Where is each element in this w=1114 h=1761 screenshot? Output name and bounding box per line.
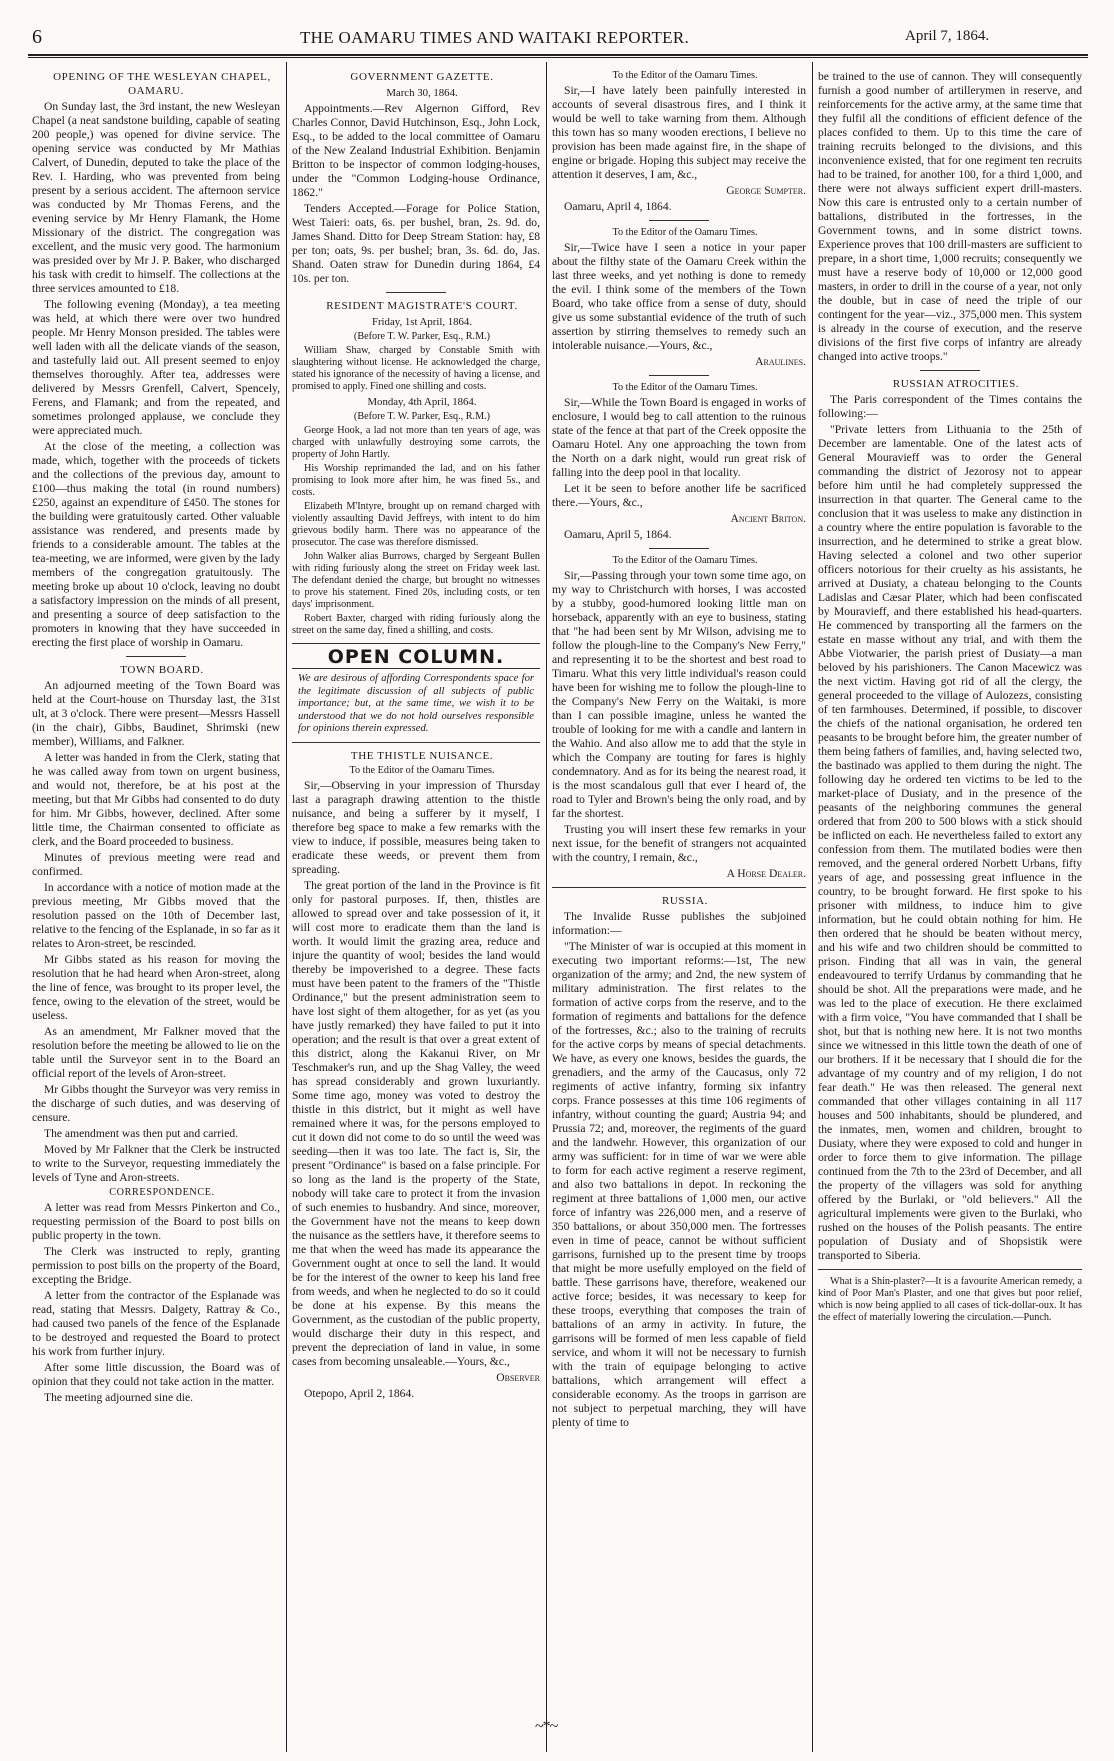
article-paragraph: An adjourned meeting of the Town Board was held at the Court-house on Thursday last, the 31st ult, at 3 o'clock. There were present—Messrs Hassell (in the chair), Gibbs, Baudinet, Shrimski (new member), Williams, and Falkner. bbox=[32, 679, 280, 748]
article-paragraph: The Invalide Russe publishes the subjoined information:— bbox=[552, 910, 806, 937]
article-paragraph: Mr Gibbs thought the Surveyor was very remiss in the discharge of such duties, and was deserving of censure. bbox=[32, 1083, 280, 1124]
article-paragraph: A letter was read from Messrs Pinkerton and Co., requesting permission of the Board to post bills on public property in the town. bbox=[32, 1201, 280, 1242]
letter-dateline: Oamaru, April 5, 1864. bbox=[564, 528, 672, 541]
separator bbox=[386, 292, 446, 293]
separator bbox=[649, 548, 709, 549]
letter-address: To the Editor of the Oamaru Times. bbox=[612, 555, 758, 566]
column-4 bbox=[818, 70, 1082, 1750]
russia-headline: RUSSIA. bbox=[661, 895, 709, 907]
column-2 bbox=[292, 70, 540, 1750]
letter-address: To the Editor of the Oamaru Times. bbox=[612, 70, 758, 81]
letter-signature: Observer bbox=[496, 1370, 540, 1384]
article-paragraph: Minutes of previous meeting were read and confirmed. bbox=[32, 851, 280, 878]
court-date: Monday, 4th April, 1864. bbox=[367, 396, 477, 408]
letter-address: To the Editor of the Oamaru Times. bbox=[612, 227, 758, 238]
article-paragraph: The Paris correspondent of the Times contains the following:— bbox=[818, 393, 1082, 420]
atrocities-headline: RUSSIAN ATROCITIES. bbox=[892, 378, 1020, 390]
separator bbox=[649, 375, 709, 376]
page-number: 6 bbox=[32, 26, 42, 48]
column-3 bbox=[552, 70, 806, 1750]
column-rule bbox=[286, 62, 287, 1752]
thistle-headline: THE THISTLE NUISANCE. bbox=[350, 749, 494, 762]
letter-address: To the Editor of the Oamaru Times. bbox=[612, 382, 758, 393]
letter-signature: George Sumpter. bbox=[726, 184, 806, 197]
letter-body: Trusting you will insert these few remarks in your next issue, for the benefit of strangers not acquainted with the country, I remain, &c., bbox=[552, 823, 806, 864]
town-board-headline: TOWN BOARD. bbox=[120, 664, 204, 676]
masthead-rule bbox=[28, 54, 1088, 56]
article-paragraph: At the close of the meeting, a collection was made, which, together with the proceeds of tickets and the collections of the previous day, amount to £100—thus making the total (in round numbers) £250, against an expenditure of £450. The stones for the building were gratuitously carted. Other valuable assistance was rendered, and presents made by friends to a considerable amount. The tables at the tea-meeting, we are informed, were given by the lady members of the congregation gratuitously. The meeting broke up about 10 o'clock, leaving no doubt a satisfactory impression on the minds of all present, and presenting a source of deep satisfaction to the promoters in knowing that they have succeeded in erecting the first place of worship in Oamaru. bbox=[32, 440, 280, 649]
article-paragraph: be trained to the use of cannon. They will consequently furnish a good number of artillerymen in reserve, and reinforcements for the active army, at the same time that they fulfil all the conditions of efficient defence of the places confided to them. Up to this time the care of training recruits belonged to the divisions, and this inconvenience existed, that for one regiment ten recruits had to be trained, for another 100, for a third 1,000, and there were not always sufficient expert drill-masters. Now this care is entrusted only to a certain number of battalions, distributed in the fortresses, in the Government towns, and in some district towns. Experience proves that 100 drill-masters are sufficient to prepare, in a short time, 1,000 recruits; consequently we must have a reserve body of 10,000 or 12,000 good masters, in order to drill in the course of a year, not only the double, but in case of need the triple of our contingent for the year—viz., 375,000 men. This system is already in the course of execution, and the reserve divisions of the first five corps of infantry are already changed into active troops." bbox=[818, 70, 1082, 363]
court-headline: RESIDENT MAGISTRATE'S COURT. bbox=[326, 300, 518, 312]
separator bbox=[292, 668, 540, 669]
article-paragraph: Sir,—Observing in your impression of Thursday last a paragraph drawing attention to the thistle nuisance, and being a sufferer by it myself, I therefore beg space to make a few remarks with the view to induce, if possible, measures being taken to eradicate these weeds, or prevent them from spreading. bbox=[292, 778, 540, 876]
gazette-headline: GOVERNMENT GAZETTE. bbox=[350, 71, 494, 83]
column-rule bbox=[812, 62, 813, 1752]
court-case: William Shaw, charged by Constable Smith with slaughtering without license. He acknowledged the charge, stated his ignorance of the necessity of having a license, and promised to apply. Fined one shilling and costs. bbox=[292, 345, 540, 392]
court-case: His Worship reprimanded the lad, and on his father promising to look more after him, he was fined 5s., and costs. bbox=[292, 463, 540, 498]
court-date: Friday, 1st April, 1864. bbox=[371, 316, 473, 328]
separator bbox=[292, 643, 540, 644]
gazette-date: March 30, 1864. bbox=[386, 87, 458, 99]
separator bbox=[126, 656, 186, 657]
letter-dateline: Otepopo, April 2, 1864. bbox=[304, 1386, 415, 1400]
letter-body: Sir,—Twice have I seen a notice in your paper about the filthy state of the Oamaru Creek within the last three weeks, and yet nothing is done to remedy the evil. I think some of the members of the Town Board, who take office from a sense of duty, should give us some substantial evidence of the truth of such assertion by stirring themselves to remedy such an intolerable nuisance.—Yours, &c., bbox=[552, 241, 806, 352]
article-paragraph: As an amendment, Mr Falkner moved that the resolution before the meeting be allowed to lie on the table until the Surveyor sent in to the Board an official report of the levels of Aron-street. bbox=[32, 1025, 280, 1080]
article-paragraph: "Private letters from Lithuania to the 25th of December are lamentable. One of the latest acts of General Mouravieff was to order the General commanding the district of Jezorosy not to appear before him until he had completely suppressed the insurrection in that quarter. The General came to the conclusion that it was useless to make any distinction in a country where the entire population is favorable to the insurrection, and he determined to strike a great blow. Having selected a colonel and two other superior officers notorious for their cruelty as his assistants, he arrived at Dusiaty, a chateau belonging to the Counts Ladislas and Cæsar Plater, which had been confiscated by Mouravieff, and there established his head-quarters. He commenced by transporting all the farmers on the estate en masse without any trial, and with them the Abbe Viotwarier, the parish priest of Dusiaty—a man beloved by his parishioners. The Canon Macewicz was the next victim. Having got rid of all the clergy, the general proceeded to the village of Aulozezs, consisting of ten farmhouses. Determined, if possible, to discover the chiefs of the national organisation, he ordered ten peasants to be brought before him, the greater number of them being fathers of families, and, having selected two, the bastinado was applied to them during the night. The following day he ordered ten victims to be led to the market-place of Dusiaty, and in the presence of the peasants of the neighboring communes the general ordered that from 200 to 500 blows with a stick should be inflicted on each. He nevertheless failed to extort any confession from them. The mutilated bodies were then removed, and the general ordered Norbett Urbans, fifty years of age, and possessing great influence in the country, to be brought forward. He first spoke to his prisoner with mildness, to induce him to give information, but he could obtain nothing for him. He then ordered that he should be beaten without mercy, and his wife and two children should be committed to prison. Finding that all was in vain, the general endeavoured to terrify Urdanus by commanding that he should be shot. All the preparations were made, and he was led to the place of execution. He there exclaimed with a firm voice, "You have commanded that I shall be shot, but that is nothing new here. It is not two months since we witnessed in this little town the death of one of our brothers. If it be necessary that I should die for the advantage of my country and of my religion, I do not fear death." He was then released. The general next commanded that other villages containing in all 117 houses and 500 inhabitants, should be plundered, and the inmates, men, women and children, brought to Dusiaty, where they were exposed to cold and hunger in order to force them to give information. The pillage continued from the 7th to the 23rd of December, and all the property of the villagers was sold for anything offered by the Burlaki, or "old believers." All the agricultural implements were given to the Burlaki, who rushed on the houses of the Polish peasants. The entire population of Dusiaty and of Shopsistik were transported to Siberia. bbox=[818, 423, 1082, 1262]
article-paragraph: A letter was handed in from the Clerk, stating that he was called away from town on urgent business, and would not, therefore, be at his post at the meeting, but that Mr Gibbs had consented to do duty for him. Mr Gibbs, however, declined. After some little time, the Chairman consented to officiate as clerk, and the Board proceeded to business. bbox=[32, 751, 280, 848]
court-before: (Before T. W. Parker, Esq., R.M.) bbox=[353, 411, 491, 422]
separator bbox=[818, 1269, 1082, 1270]
article-paragraph: Moved by Mr Falkner that the Clerk be instructed to write to the Surveyor, requesting immediately the levels of Tyne and Aron-streets. bbox=[32, 1143, 280, 1184]
shin-plaster-item: What is a Shin-plaster?—It is a favourite American remedy, a kind of Poor Man's Plaster, and one that gives but poor relief, which is now being applied to all cases of tick-dollar-oux. It has the effect of materially lowering the circulation.—Punch. bbox=[818, 1276, 1082, 1323]
end-ornament: ~*~ bbox=[535, 1718, 558, 1735]
letter-signature: Araulines. bbox=[755, 355, 806, 368]
article-paragraph: The great portion of the land in the Province is fit only for pastoral purposes. If, then, thistles are allowed to spread over and take possession of it, it will cost more to eradicate them than the land is worth. It would limit the grazing area, reduce and injure the quantity of wool; besides the land would thereby be impoverished to a degree. These facts must have been patent to the framers of the "Thistle Ordinance," but the present administration seem to have lost sight of them altogether, for as yet (as you have justly remarked) they have failed to put it into operation; and the result is that over a great extent of this district, along the Kakanui River, on Mr Teschmaker's run, and up the Shag Valley, the weed has spread considerably and grown luxuriantly. Some time ago, money was voted to destroy the thistle in this district, but it might as well have remained where it was, for the persons employed to cut it down did not come to do so until the weed was seeding—then it was too late. The fact is, Sir, the present "Ordinance" is based on a false principle. For so long as the land is the property of the State, nobody will take care to protect it from the invasion of such enemies to husbandry. And since, moreover, the Government have not the means to keep down the nuisance as the settlers have, it therefore seems to me that when the weed has made its appearance the Government ought at once to sell the land. It would be for the interest of the owner to keep his land free from weeds, and when he neglected to do so it could be done at his expense. By this means the Government, as the custodian of the public property, would discharge their duty in this respect, and prevent the depreciation of land in value, in some cases from becoming unsaleable.—Yours, &c., bbox=[292, 878, 540, 1368]
letter-signature: Ancient Briton. bbox=[730, 512, 806, 525]
court-before: (Before T. W. Parker, Esq., R.M.) bbox=[353, 331, 491, 342]
separator bbox=[649, 220, 709, 221]
article-paragraph: Mr Gibbs stated as his reason for moving the resolution that he had heard when Aron-street, along the line of fence, was brought to its proper level, the fence, owing to the elevation of the street, would be useless. bbox=[32, 953, 280, 1022]
issue-date: April 7, 1864. bbox=[905, 28, 990, 44]
letter-dateline: Oamaru, April 4, 1864. bbox=[564, 200, 672, 213]
separator bbox=[920, 370, 980, 371]
article-paragraph: Tenders Accepted.—Forage for Police Station, West Taieri: oats, 6s. per bushel, bran, 2s. 9d. do, James Shand. Ditto for Deep Stream Station: hay, £8 per ton; oats, 9s. per bushel; bran, 3s. 6d. do, Jas. Shand. Oaten straw for Dunedin during 1864, £4 10s. per ton. bbox=[292, 202, 540, 285]
correspondence-subhead: CORRESPONDENCE. bbox=[109, 1187, 215, 1198]
column-1 bbox=[32, 70, 280, 1750]
letter-body: Sir,—I have lately been painfully interested in accounts of several disastrous fires, and I think it would be well to take warning from them. Although this town has so many wooden erections, I believe no provision has been made against fire, in the shape of engine or brigade. Hoping this subject may receive the attention it deserves, I am, &c., bbox=[552, 84, 806, 181]
article-paragraph: The amendment was then put and carried. bbox=[44, 1127, 239, 1140]
open-column-note: We are desirous of affording Correspondents space for the legitimate discussion of all subjects of public importance; but, at the same time, we wish it to be understood that we do not hold ourselves responsible for opinions therein expressed. bbox=[298, 673, 534, 734]
newspaper-title: THE OAMARU TIMES AND WAITAKI REPORTER. bbox=[300, 28, 690, 47]
article-paragraph: "The Minister of war is occupied at this moment in executing two important reforms:—1st, The new organization of the army; and 2nd, the new system of military administration. The first relates to the formation of active corps from the reserve, and to the formation of regiments and battalions for the defence of the fortresses, &c.; also to the training of recruits for the active corps by means of special detachments. We have, as every one knows, besides the guards, the grenadiers, and the army of the Caucasus, only 72 regiments of active infantry, forming six infantry corps. France possesses at this time 106 regiments of infantry, without counting the guard; Austria 94; and Prussia 72; and, moreover, the regiments of the guard and the landwehr. However, this organization of our army was sufficient: for in time of war we were able to form for each active regiment a reserve regiment, and also two battalions in depot. In reckoning the regiment at three battalions of 1,000 men, our active force of infantry was 226,000 men, and a reserve of 350 battalions, or about 350,000 men. The fortresses even in time of peace, cannot be without sufficient garrisons, furnished up to the present time by troops that might be more usefully employed on the field of battle. These garrisons have, therefore, weakened our active force; besides, it was necessary to keep for these troops, everything that composes the train of battalions of an army in activity. In future, the garrisons will be formed of men less capable of field service, and whom it will not be necessary to furnish with the train of equipage belonging to active battalions, which arrangement will effect a considerable economy. As the troops in garrison are not subject to perpetual marching, they will have plenty of time to bbox=[552, 940, 806, 1429]
article-paragraph: After some little discussion, the Board was of opinion that they could not take action in the matter. bbox=[32, 1361, 280, 1388]
letter-body: Sir,—Passing through your town some time ago, on my way to Christchurch with horses, I was accosted by a stubby, good-humored looking little man on horseback, apparently with an eye to business, stating that "he had been sent by Mr Wilson, advising me to follow the plough-line to the Company's New Ferry," and representing it to be the shortest and best road to Timaru. What this very little individual's reason could have been for wishing me to follow the plough-line to the Company's New Ferry on the Waitaki, is more than I can possible imagine, unless he wanted the trouble of looking for me with a candle and lantern in the Wahio. And also allow me to add that the style in which the Company are touting for fares is highly condemnatory. And as for its being the nearest road, it is the most scandalous gull that ever I heard of, the road to Tyler and Brown's being the only road, and by far the shortest. bbox=[552, 569, 806, 820]
article-paragraph: The meeting adjourned sine die. bbox=[44, 1391, 194, 1404]
separator bbox=[292, 742, 540, 743]
article-paragraph: The Clerk was instructed to reply, granting permission to post bills on the property of the Board, excepting the Bridge. bbox=[32, 1245, 280, 1286]
article-paragraph: The following evening (Monday), a tea meeting was held, at which there were over two hundred people. Mr Henry Monson presided. The tables were well laden with all the delicate viands of the season, and tastefully laid out. All present seemed to enjoy themselves thoroughly. After tea, addresses were delivered by Messrs Grenfell, Calvert, Spencely, Ferens, and Flamank; and from the repeated, and sometimes prolonged applause, we conclude they were appreciated much. bbox=[32, 298, 280, 437]
chapel-headline: OPENING OF THE WESLEYAN CHAPEL, OAMARU. bbox=[53, 71, 271, 97]
open-column-headline: OPEN COLUMN. bbox=[327, 646, 505, 668]
masthead-rule-thin bbox=[28, 57, 1088, 58]
court-case: Robert Baxter, charged with riding furiously along the street on the same day, fined a shilling, and costs. bbox=[292, 613, 540, 636]
column-rule bbox=[546, 62, 547, 1752]
court-case: Elizabeth M'Intyre, brought up on remand charged with violently assaulting David Jeffreys, with intent to do him grievous bodily harm. There was no appearance of the prosecutor. The case was therefore dismissed. bbox=[292, 501, 540, 548]
letter-address: To the Editor of the Oamaru Times. bbox=[349, 764, 495, 776]
letter-body: Let it be seen to before another life be sacrificed there.—Yours, &c., bbox=[552, 482, 806, 509]
separator bbox=[552, 887, 806, 888]
article-paragraph: A letter from the contractor of the Esplanade was read, stating that Messrs. Dalgety, Rattray & Co., had caused two panels of the fence of the Esplanade to be destroyed and requested the Board to protect his work from further injury. bbox=[32, 1289, 280, 1358]
article-paragraph: Appointments.—Rev Algernon Gifford, Rev Charles Connor, David Hutchinson, Esq., John Lock, Esq., to be added to the local committee of Oamaru of the New Zealand Industrial Exhibition. Benjamin Britton to be inspector of common lodging-houses, under the "Common Lodging-house Ordinance, 1862." bbox=[292, 102, 540, 199]
article-paragraph: In accordance with a notice of motion made at the previous meeting, Mr Gibbs moved that the resolution passed on the 10th of December last, relative to the fencing of the Esplanade, in so far as it relates to Aron-street, be rescinded. bbox=[32, 881, 280, 950]
letter-body: Sir,—While the Town Board is engaged in works of enclosure, I would beg to call attention to the ruinous state of the fence at that part of the Creek opposite the Oamaru Hotel. Any one approaching the town from the North on a dark night, would run great risk of falling into the deep pool in that locality. bbox=[552, 396, 806, 479]
court-case: George Hook, a lad not more than ten years of age, was charged with unlawfully destroying some carrots, the property of John Hartly. bbox=[292, 425, 540, 460]
article-paragraph: On Sunday last, the 3rd instant, the new Wesleyan Chapel (a neat sandstone building, capable of seating 200 people,) was opened for divine service. The opening service was conducted by Mr Mathias Calvert, of Dunedin, deputed to take the place of the Rev. I. Harding, who was prevented from being present by a serious accident. The afternoon service was conducted by Mr Thomas Ferens, and the evening service by Mr Henry Flamank, the Home Missionary of the district. The congregation was excellent, and the music very good. The harmonium was presided over by Mr J. P. Baker, who discharged his task with credit to himself. The collections at the three services amounted to £18. bbox=[32, 100, 280, 295]
letter-signature: A Horse Dealer. bbox=[726, 867, 806, 880]
court-case: John Walker alias Burrows, charged by Sergeant Bullen with riding furiously along the street on Friday week last. The defendant denied the charge, but brought no witnesses to prove his statement. Fined 20s, including costs, or ten days' imprisonment. bbox=[292, 551, 540, 610]
